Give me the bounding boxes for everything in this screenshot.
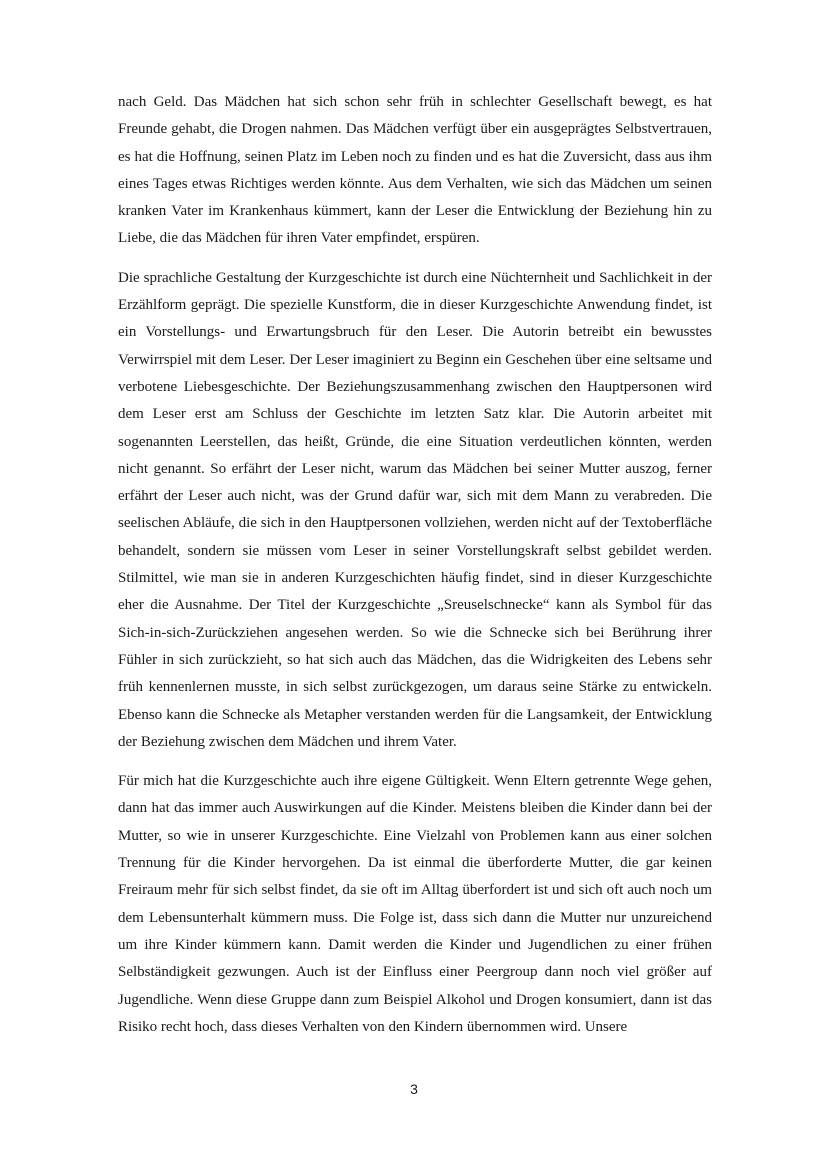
page-number: 3 xyxy=(410,1081,418,1097)
paragraph-1: nach Geld. Das Mädchen hat sich schon sehr früh in schlechter Gesellschaft bewegt, es hat Freunde gehabt, die Drogen nahmen. Das Mädchen verfügt über ein ausgeprägtes Selbstvertrauen, es hat die Hoffnung, seinen Platz im Leben noch zu finden und es hat die Zuversicht, dass aus ihm eines Tages etwas Richtiges werden könnte. Aus dem Verhalten, wie sich das Mädchen um seinen kranken Vater im Krankenhaus kümmert, kann der Leser die Entwicklung der Beziehung hin zu Liebe, die das Mädchen für ihren Vater empfindet, erspüren. xyxy=(118,94,712,247)
body-text xyxy=(118,89,712,1053)
paragraph-3: Für mich hat die Kurzgeschichte auch ihre eigene Gültigkeit. Wenn Eltern getrennte Wege gehen, dann hat das immer auch Auswirkungen auf die Kinder. Meistens bleiben die Kinder dann bei der Mutter, so wie in unserer Kurzgeschichte. Eine Vielzahl von Problemen kann aus einer solchen Trennung für die Kinder hervorgehen. Da ist einmal die überforderte Mutter, die gar keinen Freiraum mehr für sich selbst findet, da sie oft im Alltag überfordert ist und sich oft auch noch um dem Lebensunterhalt kümmern muss. Die Folge ist, dass sich dann die Mutter nur unzureichend um ihre Kinder kümmern kann. Damit werden die Kinder und Jugendlichen zu einer frühen Selbständigkeit gezwungen. Auch ist der Einfluss einer Peergroup dann noch viel größer auf Jugendliche. Wenn diese Gruppe dann zum Beispiel Alkohol und Drogen konsumiert, dann ist das Risiko recht hoch, dass dieses Verhalten von den Kindern übernommen wird. Unsere xyxy=(118,773,712,1035)
paragraph-2: Die sprachliche Gestaltung der Kurzgeschichte ist durch eine Nüchternheit und Sachlichkeit in der Erzählform geprägt. Die spezielle Kunstform, die in dieser Kurzgeschichte Anwendung findet, ist ein Vorstellungs- und Erwartungsbruch für den Leser. Die Autorin betreibt ein bewusstes Verwirrspiel mit dem Leser. Der Leser imaginiert zu Beginn ein Geschehen über eine seltsame und verbotene Liebesgeschichte. Der Beziehungszusammenhang zwischen den Hauptpersonen wird dem Leser erst am Schluss der Geschichte im letzten Satz klar. Die Autorin arbeitet mit sogenannten Leerstellen, das heißt, Gründe, die eine Situation verdeutlichen könnten, werden nicht genannt. So erfährt der Leser nicht, warum das Mädchen bei seiner Mutter auszog, ferner erfährt der Leser auch nicht, was der Grund dafür war, sich mit dem Mann zu verabreden. Die seelischen Abläufe, die sich in den Hauptpersonen vollziehen, werden nicht auf der Textoberfläche behandelt, sondern sie müssen vom Leser in seiner Vorstellungskraft selbst gebildet werden. Stilmittel, wie man sie in anderen Kurzgeschichten häufig findet, sind in dieser Kurzgeschichte eher die Ausnahme. Der Titel der Kurzgeschichte „Sreuselschnecke“ kann als Symbol für das Sich-in-sich-Zurückziehen angesehen werden. So wie die Schnecke sich bei Berührung ihrer Fühler in sich zurückzieht, so hat sich auch das Mädchen, das die Widrigkeiten des Lebens sehr früh kennenlernen musste, in sich selbst zurückgezogen, um daraus seine Stärke zu entwickeln. Ebenso kann die Schnecke als Metapher verstanden werden für die Langsamkeit, der Entwicklung der Beziehung zwischen dem Mädchen und ihrem Vater. xyxy=(118,269,712,750)
